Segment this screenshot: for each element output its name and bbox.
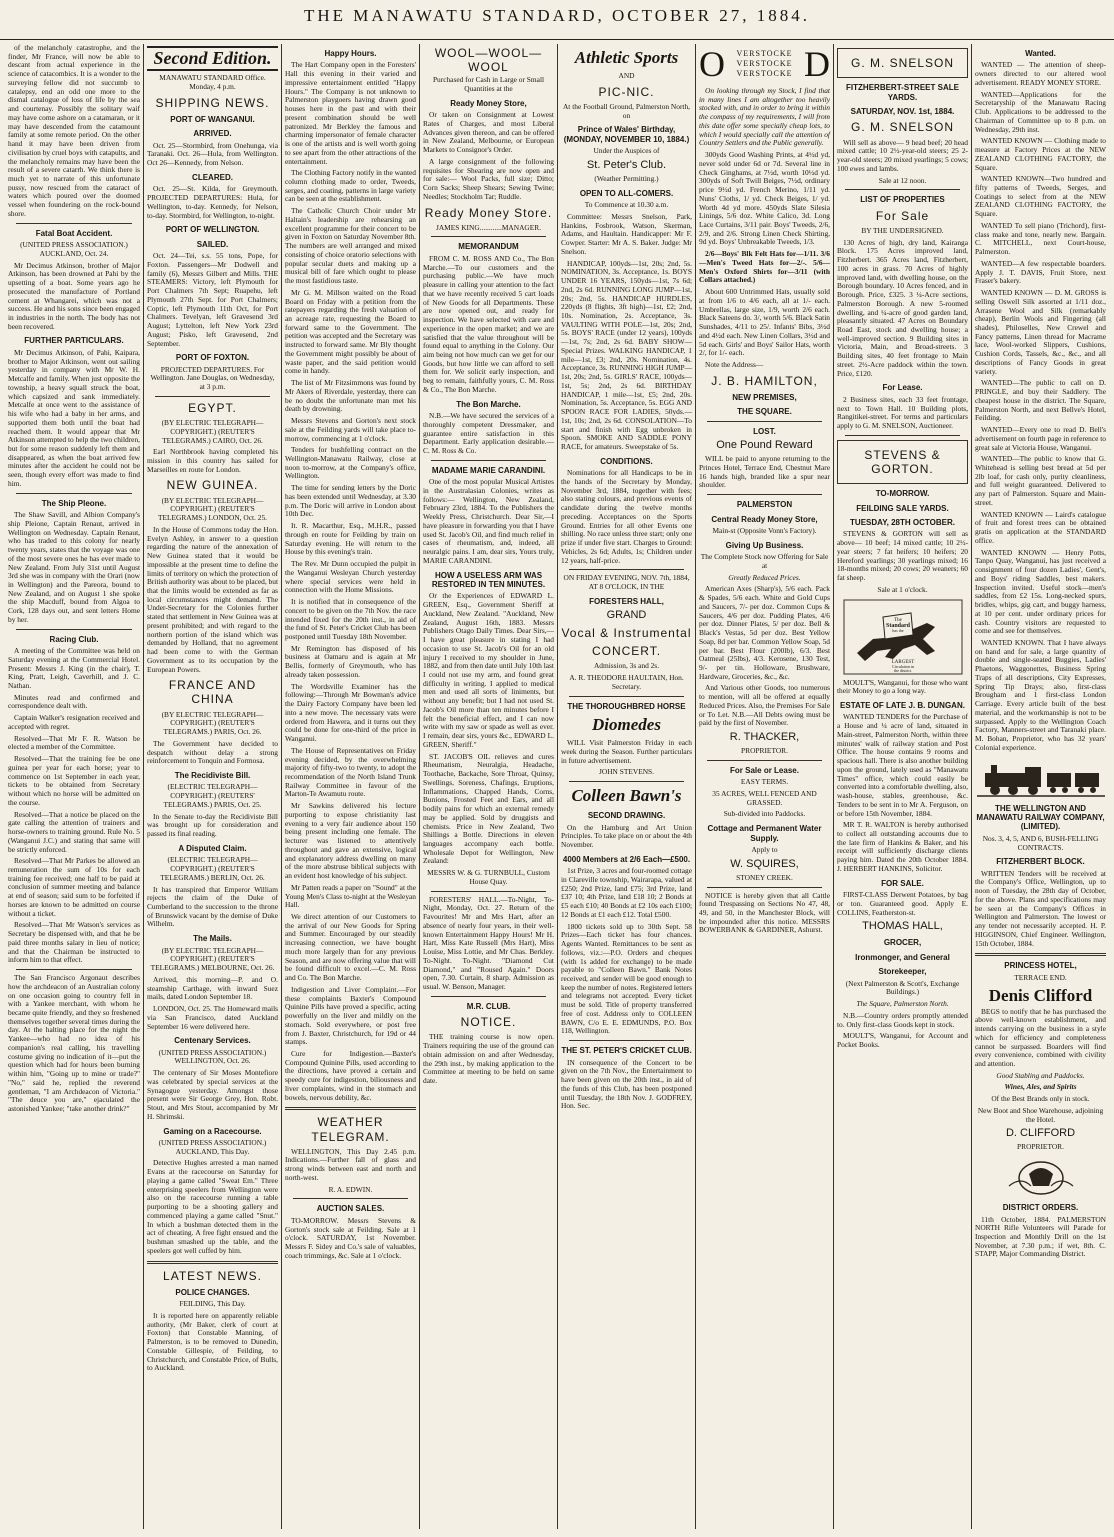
dateline: (BY ELECTRIC TELEGRAPH—COPYRIGHT.) (REUTER'S TELEGRAMS.) PARIS, Oct. 26. <box>161 709 264 737</box>
article-paragraph: In the Senate to-day the Recidiviste Bill was brought up for consideration and passed its final reading. <box>147 811 278 839</box>
dateline: (ELECTRIC TELEGRAPH—COPYRIGHT.) (REUTER'S TELEGRAMS.) BERLIN, Oct. 26. <box>160 855 265 882</box>
overstocked-line: VERSTOCKE <box>736 59 793 68</box>
bon-marche-title: The Bon Marche. <box>456 399 521 409</box>
article-paragraph: Mr Sawkins delivered his lecture purporting to expose christianity last evening to a very fair audience about 150 being present including one female. The lecturer was listened to attentively throughout and gave an extensive, logical and explanatory address dwelling on many of the more abstruse biblical subjects with an evident host knowledge of his subject. <box>285 801 416 881</box>
snelson-box <box>837 48 968 78</box>
ad-paragraph: (Next Palmerston & Scott's, Exchange Buildings.) <box>845 978 960 997</box>
article-paragraph: Resolved—That Mr Watson's services as Secretary be dispensed with, and that he be paid three months salary in lieu of notice; and that the Chairman be instructed to inform him to that effect. <box>8 920 140 965</box>
divider <box>16 629 132 630</box>
second-edition-title: Second Edition. <box>147 46 278 71</box>
square-line: THE SQUARE. <box>737 407 792 417</box>
divider <box>707 887 822 888</box>
column-7 <box>833 44 971 1529</box>
ad-paragraph: Of the Best Brands only in stock. <box>991 1094 1090 1104</box>
article-paragraph: LONDON, Oct. 25. The Homeward mails via San Francisco, dated Auckland September 16 were delivered here. <box>147 1004 278 1031</box>
heading-fatal-boat: Fatal Boat Accident. <box>35 228 113 238</box>
divider <box>16 969 132 970</box>
lease-title: For Lease. <box>882 383 923 393</box>
heading-shipping: SHIPPING NEWS. <box>155 95 270 110</box>
notice-title: NOTICE. <box>460 1015 517 1030</box>
ad-paragraph: To Commence at 10.30 a.m. <box>584 200 669 210</box>
ad-paragraph: 11th October, 1884. PALMERSTON NORTH Rifle Volunteers will Parade for Inspection and Monthly Drill on the 1st November, at 7.30 p.m.; if wet, 8th. C. STAPP, Major Commanding District. <box>975 1214 1106 1259</box>
masthead <box>0 0 1114 40</box>
wanted-ad: WANTED—The public to call on D. PRINGLE, and buy their Saddlery. The cheapest house in the district. The Square, Palmerston North, and next Bellve's Hotel, Feilding. <box>975 378 1106 423</box>
cricket-title: THE ST. PETER'S CRICKET CLUB. <box>561 1046 692 1056</box>
ad-paragraph: Or taken on Consignment at Lowest Rates of Charges, and most Liberal Advances given thereon, and can be offered in New Zealand, Melbourne, or European Markets to Consignor's Order. <box>423 110 554 155</box>
grand-line: GRAND <box>606 609 647 622</box>
seal-word: Circulation in <box>891 663 914 669</box>
conditions-title: CONDITIONS. <box>600 456 653 466</box>
wanted-ad: WANTED — The attention of sheep-owners directed to our altered wool advertisement. READY MONEY STORE. <box>975 60 1106 87</box>
seal-word: the district. <box>893 667 912 673</box>
turnbull-line: MESSRS W. & G. TURNBULL, Custom House Quay. <box>427 868 550 886</box>
ironmonger-line: Ironmonger, and General <box>855 952 950 962</box>
stevens-title: STEVENS & GORTON. <box>864 447 941 476</box>
snelson-title: G. M. SNELSON <box>850 56 955 70</box>
ad-paragraph: 35 ACRES, WELL FENCED AND GRASSED. <box>712 789 817 807</box>
premises-line: NEW PREMISES, <box>732 392 797 402</box>
dateline: (BY ELECTRIC TELEGRAPH—COPYRIGHT.) (REUTER'S TELEGRAMS.) MELBOURNE, Oct. 26. <box>150 945 275 973</box>
prize-list: 1st Prize, 3 acres and four-roomed cottage in Clareville township, Wairarapa, valued at £250; 2nd Prize, land £75; 3rd Prize, land £37 10; 4th Prize, land £18 10; 2 Bonds at £5 each £10; 40 Bonds at £2 10s each £100; 12 Bonds at £1 each £12. Total £500. <box>561 866 692 919</box>
article-paragraph: In the House of Commons today the Hon. Evelyn Ashley, in answer to a question regarding the nature of the annexation of New Guinea stated that it would be impossible at the present time to define the limits of territory on which the protection of British authority was about to be placed, but that the limits would be extended as far as local circumstances might demand. The Under-Secretary for the Colonies further stated that settlement in New Guinea was at present prohibited; and with regard to the northern portion of the island which was demanded by Holland, that no agreement had been come to with the German Government as to its occupation by the European Powers. <box>147 524 278 674</box>
article-paragraph: Indigestion and Liver Complaint.—For these complaints Baxter's Compound Quinine Pills have proved a specific, acting powerfully on the liver and mildly on the stomach. Sold everywhere, or post free from J. Baxter, Christchurch, for 19d or 44 stamps. <box>285 984 416 1047</box>
ready-money-title: Ready Money Store, <box>450 98 527 108</box>
divider <box>431 891 546 892</box>
tomorrow-line: TO-MORROW. <box>875 489 930 499</box>
divider <box>707 760 822 761</box>
article-paragraph: A meeting of the Committee was held on Saturday evening at the Commercial Hotel. Present: Messrs J. King (in the chair), T. King, Pratt, Leigh, Caverhill, and J. C. Nathan. <box>8 646 140 691</box>
ad-paragraph: BEGS to notify that he has purchased the above well-known establishment, and intends carrying on the business in a style which for efficiency and completeness cannot be surpassed. Boarders will find every convenience, combined with civility and attention. <box>975 1006 1106 1068</box>
ad-paragraph: FORESTERS' HALL.—To-Night, To-Night, Monday, Oct. 27. Return of the Favourites! Mr and Mrs Hart, after an absence of nearly four years, in their well-known Entertainment Happy Hours! Mr H. Hart, Miss Kate Russell (Mrs Hart), Miss Louise, Miss Lottie, and Mr Chas. Berkley. To-Night. To-Night. "Diamond Cut Diamond," and "Roused Again." Doors open, 7.30. Curtain, 8 sharp. Admission as usual. W. Benson, Manager. <box>423 894 554 991</box>
cat-paragraph: of the melancholy catastrophe, and the finder, Mr France, will now be able to descant from actual experience in the science of catacombics. It is a wonder to the surveying fellow did not succumb to catalepsy, end an odd one more to the dismal catalogue of loss of life by the sea and courtenay. Possibly the solitary waif may have come ashore on a catamaran, or it may have descended from the catamount family at some remote period. On the other hand it may have been driven from civilisation by cruel boys with catapults, and the melancholy remains may have been the result of a severe catarrh. We think there is much yet to narrate of this unfortunate pussy, now rescued from the cataract of waters which poured over the doomed vessel when foundering on the rock-bound shore. <box>8 44 140 218</box>
estate-title: ESTATE OF LATE J. B. DUNGAN. <box>840 700 965 710</box>
wanted-title: Wanted. <box>1025 49 1056 58</box>
heading-egypt: EGYPT. <box>188 400 237 415</box>
heading-recidiviste: The Recidiviste Bill. <box>174 771 251 781</box>
ad-paragraph: IN consequence of the Concert to be given on the 7th Nov., the Entertainment to have been given on the 20th inst., in aid of the funds of this Club, has been postponed until Tuesday, the 18th Nov. J. GODFREY, Hon. Sec. <box>561 1057 692 1111</box>
ad-paragraph: Or the Experiences of EDWARD L. GREEN, Esq., Government Sheriff at Auckland, New Zealand. "Auckland, New Zealand, August 16th, 1883. Messrs Publishers Otago Daily Times. Dear Sirs,—I have great pleasure in stating I had occasion to use St. Jacob's Oil for an old injury I received to my shoulder in June, 1882, and from then date until July 10th last I could not use my arm, and found great difficulty in writing. I applied to medical men and used all sorts of liniments, but without any benefit; but I had not used St. Jacob's Oil more than ten minutes before I felt the beneficial effect, and I can now write with my saw or spade as well as ever. I remain, dear sirs, yours &c., EDWARD L. GREEN, Sheriff." <box>423 591 554 749</box>
divider <box>975 953 1106 956</box>
wanted-ad: WANTED To sell piano (Trichord), first-class make and tone, nearly new. Bargain. C. MITCHELL, next Court-house, Palmerston. <box>975 220 1106 257</box>
column-2 <box>143 44 281 1529</box>
fitzherbert-yards: FITZHERBERT-STREET SALE YARDS. <box>846 83 959 102</box>
article-paragraph: The Catholic Church Choir under Mr Haltain's leadership are rehearsing an excellent programme for their concert to be given in Foxton on Saturday November 8th. The numbers are well arranged and mixed consisting of choice oratorio selections with popular secular duets and making up a musical bill of fare which ought to please the most fastidious taste. <box>285 206 416 286</box>
wines-line: Wines, Ales, and Spirits <box>1004 1082 1077 1092</box>
heading-auction: AUCTION SALES. <box>316 1204 385 1214</box>
divider <box>431 236 546 237</box>
wanted-ad: WANTED KNOWN — Laird's catalogue of fruit and forest trees can be obtained gratis on application at the STANDARD office. <box>975 509 1106 545</box>
article-paragraph: Resolved—That Mr Parkes be allowed an remuneration the sum of 10s for each training fee received; one half to be paid at conclusion of summer meeting and balance at end of season; said sum to be forfeited if horses are known to be admitted on course without a ticket. <box>8 856 140 918</box>
picnic-title: PIC-NIC. <box>598 84 655 99</box>
article-paragraph: Resolved—That the training fee be one guinea per year for each horse; year to commence on 1st September in each year, tickets to be obtained from Secretary without which no horse will be admitted on the course. <box>8 754 140 807</box>
ad-paragraph: Committee: Messrs Snelson, Park, Hankins, Fosbrook, Watson, Skerman, Adams, and Haultain. Handicapper: Mr F. Cowper. Starter: Mr A. S. Baker. Judge: Mr Snelson. <box>561 211 692 256</box>
storekeeper-line: Storekeeper, <box>878 967 927 977</box>
ad-paragraph: JOHN STEVENS. <box>598 767 655 777</box>
subheading: CLEARED. <box>192 172 233 182</box>
wanted-ad: WANTED KNOWN — D. M. GROSS is selling Oswell Silk assorted at 1/11 doz., Arrasene Wool and Silk (remarkably cheap), Berlin Wools and Fingering (all shades), Philoselles, New Crewel and Fancy patterns, Linen thread for Macrame lace, Wool-worked Slippers, Cushions, Cushion Cords, Tassels, &c., &c., and all descriptions of Fancy Goods in great variety. <box>975 288 1106 376</box>
ad-paragraph: Admission, 3s and 2s. <box>593 661 660 671</box>
dateline: (UNITED PRESS ASSOCIATION.) WELLINGTON, Oct. 26. <box>158 1047 267 1066</box>
seal-word: The <box>893 617 902 623</box>
ad-paragraph: A large consignment of the following requisites for Shearing are now open and for sale:— Wool Packs, full size; Ditto; Corn Sacks; Sheep Shears; Sewing Twine; Needles; Stockholm Tar; Ruddle. <box>423 156 554 201</box>
heading-france-china: FRANCE AND CHINA <box>168 678 257 707</box>
by-line: BY THE UNDERSIGNED. <box>861 225 944 235</box>
sale-time: Sale at 1 o'clock. <box>877 584 928 594</box>
central-store: Central Ready Money Store, <box>711 514 818 524</box>
page-columns <box>0 40 1114 1529</box>
dateline: (UNITED PRESS ASSOCIATION.) AUCKLAND, This Day. <box>158 1137 267 1156</box>
ad-paragraph: New Boot and Shoe Warehouse, adjoining the Hotel. <box>977 1105 1104 1124</box>
prince-line: Prince of Wales' Birthday, (MONDAY, NOVEMBER 10, 1884.) <box>563 125 690 144</box>
ad-paragraph: 2 Business sites, each 33 feet frontage, next to Town Hall. 10 Building plots, Rangitikei-street. For terms and particulars apply to G. M. SNELSON, Auctioneer. <box>837 394 968 431</box>
forsale-title: For Sale <box>875 208 930 223</box>
forsale-small: FOR SALE. <box>881 878 924 888</box>
princess-hotel: PRINCESS HOTEL, <box>1004 961 1077 971</box>
divider <box>431 460 546 461</box>
stock-list: STEVENS & GORTON will sell as above— 10 beef; 14 mixed cattle; 10 2½-year steers; 7 fat heifers; 10 heifers; 20 Hereford yearlings; 30 yearlings mixed; 16 18-months mixed; 20 cows; 20 weaners; 60 fat sheep. <box>837 529 968 583</box>
column-5 <box>557 44 695 1529</box>
subheading: SAILED. <box>196 239 229 249</box>
ad-paragraph: ST. JACOB'S OIL relieves and cures Rheumatism, Neuralgia, Headache, Toothache, Backache, Sore Throat, Quinsy, Swellings, Soreness, Chafings, Eruptions, Inflammations, Chapped Hands, Corns, Bunions, Frosted Feet and Ears, and all bodily pains for which an external remedy may be applied. Sold by druggists and chemists. Price in New Zealand, Two Shillings a Bottle. Directions in eleven languages accompany each bottle. Wholesale Depot for Wellington, New Zealand: <box>423 751 554 866</box>
ad-paragraph: On the Hamburg and Art Union Principles. To take place on or about the 4th November. <box>561 822 692 849</box>
stock-list: Will sell as above— 9 head beef; 20 head mixed cattle; 10 2½-year-old steers; 25 2-year-old steers; 20 mixed yearlings; 5 cows; 100 ewes and lambs. <box>837 137 968 173</box>
sale-date: SATURDAY, NOV. 1st, 1884. <box>850 107 955 117</box>
diomedes-title: Diomedes <box>592 715 661 735</box>
heading-gaming: Gaming on a Racecourse. <box>163 1126 262 1136</box>
ad-paragraph: Apply to <box>751 845 778 855</box>
heading-racing-club: Racing Club. <box>49 634 99 644</box>
heading-memorandum: MEMORANDUM <box>458 242 519 252</box>
ad-paragraph: The Square, Palmerston North. <box>856 999 949 1009</box>
divider <box>569 781 684 782</box>
mr-club-title: M.R. CLUB. <box>466 1001 511 1011</box>
ad-paragraph: A. R. THEODORE HAULTAIN, Hon. Secretary. <box>569 673 684 691</box>
article-paragraph: The House of Representatives on Friday evening decided, by the overwhelming majority of fifty-two to twenty, to adopt the recommendation of the North Island Trunk Railway Committee in favour of the Marton-Te Awamutu route. <box>285 745 416 799</box>
divider <box>16 223 132 224</box>
wanted-ad: WANTED KNOWN—Two hundred and fifty patterns of Tweeds, Serges, and Coatings to select from at the NEW ZEALAND CLOTHING FACTORY, the Square. <box>975 174 1106 219</box>
article-paragraph: TO-MORROW. Messrs Stevens & Gorton's stock sale at Feilding. Sale at 1 o'clock. SATURDAY, 1st November. Messrs F. Sidey and Co.'s sale of valuables, coach trimmings, &c. Sale at 1 o'clock. <box>285 1215 416 1260</box>
divider <box>569 1040 684 1041</box>
ad-paragraph: 1800 tickets sold up to 30th Sept. 58 Prizes—Each ticket has four chances. Agents Wanted. Remittances to be sent as follows, viz.:—P.O. Orders and cheques (with 1s added for exchange) to be made payable to "Colleen Bawn." Bank Notes received, and sender will be good enough to keep the number of notes. Registered letters and telegrams not accepted. Every ticket must be sold. Title of property transferred free of cost. Address only to COLLEEN BAWN, C/o E. E. EDMUNDS, P.O. Box 118, Wellington. <box>561 921 692 1036</box>
article-paragraph: Mr Patten reads a paper on "Sound" at the Young Men's Class to-night at the Wesleyan Hall. <box>285 882 416 910</box>
article-paragraph: Resolved—That a notice be placed on the gate calling the attention of trainers and horse-owners to training ground. Rule No. 5 (Wanganui J.C.) and stating that same will be strictly enforced. <box>8 809 140 854</box>
article-paragraph: Mr Remington has disposed of his business at Oamaru and is again at Mr Bellis, formerly of Greymouth, who has already taken possession. <box>285 643 416 679</box>
ad-paragraph: N.B.—We have secured the services of a thoroughly competent Dressmaker, and guarantee entire satisfaction in this Department. Early application desirable.—C. M. Ross & Co. <box>423 411 554 456</box>
heading-disputed-claim: A Disputed Claim. <box>178 843 247 853</box>
ad-paragraph: ON FRIDAY EVENING, NOV. 7th, 1884, AT 8 O'CLOCK, IN THE <box>563 573 690 591</box>
heading-mails: The Mails. <box>193 934 232 944</box>
heading-weather: WEATHER TELEGRAM. <box>311 1115 390 1144</box>
ad-paragraph: MOULT'S, Wanganui, for Account and Pocket Books. <box>837 1031 968 1049</box>
article-paragraph: Mr Decimus Atkinson, of Pahi, Kaipara, brother to Major Atkinson, went out sailing yesterday in company with Mr W. H. Metcalfe and family. When just opposite the township, a heavy squall struck the boat, which capsized and sank immediately. Metcalfe at once went to the assistance of his wife who had a baby in her arms, and supported them both until the boat had reached them. It would appear that Mr Atkinson attempted to help the two children, but for some reason suddenly left them and disappeared, as when the boat arrived few minutes after the accident he could not be seen, though every effort was made to find him. <box>8 347 140 488</box>
sale-time: Sale at 12 noon. <box>878 175 927 185</box>
thoroughbred-line: THE THOROUGHBRED HORSE <box>567 701 686 711</box>
heading-further: FURTHER PARTICULARS. <box>24 336 124 346</box>
colleen-title: Colleen Bawn's <box>571 786 682 806</box>
ad-paragraph: Main-st (Opposite Vonn's Factory). <box>712 526 817 536</box>
and-line: AND <box>618 71 635 81</box>
ad-paragraph: WANTED TENDERS for the Purchase of a House and ¼ acre of land, situated in Main-street, Palmerston North, within three minutes' walk of railway station and Post Office. The house contains 9 rooms and spacious hall. There is also another building upon the ground, lately used as "Manawatu Times" office, which could easily be converted into a comfortable dwelling, also, wash-house, stables, greenhouse, &c. Tenders to be sent in to Mr A. Ferguson, on or before 15th November, 1884. <box>837 712 968 818</box>
heading-centenary: Centenary Services. <box>174 1036 251 1046</box>
wool-title: WOOL—WOOL—WOOL <box>434 46 543 75</box>
article-paragraph: Oct. 24—Tei, s.s. 55 tons, Pope, for Foxton. Passengers—Mr Dodwell and family (6), Messrs Gilbert and Mills. THE STEAMERS: Victory, left Plymouth for Port Chalmers 7th Sept; Ruapehu, left Plymouth 27th Sept. for Port Chalmers; Coptic, left Plymouth 11th Oct, for Port Chalmers. Tevelyan, left Gravesend 3rd August; Lyttelton, left New York 23rd August; Pisko, left Gravesend, 2nd September. <box>147 251 278 348</box>
ad-paragraph: MOULT'S, Wanganui, for those who want their Money to go a long way. <box>837 677 968 696</box>
article-paragraph: Mr Decimus Atkinson, brother of Major Atkinson, has been drowned at Pahi by the upsetting of a boat. Some years ago he prosecuted the manufacture of Portland cement at Whangarei, which was not a success. He and his sons since been engaged in industries in the north. The body has not been recovered. <box>8 260 140 331</box>
article-paragraph: The Clothing Factory notify in the wanted column clothing made to order, Tweeds, serges, and coating, patterns in large variety can be seen at the establishment. <box>285 168 416 204</box>
heading-police: POLICE CHANGES. <box>175 1287 250 1297</box>
wanted-ad: WANTED—The public to know that G. Whitehead is selling best bread at 5d per 2lb loaf, for cash only, purity cleanliness, and full weight guaranteed. Delivered to any part of Palmerston. Square and Main-street. <box>975 454 1106 507</box>
ad-paragraph: And Various other Goods, too numerous to mention, will all be offered at equally Reduced Prices. Also, the Premises For Sale or To Let. N.B.—All Debts owing must be paid by the first of November. <box>699 683 830 728</box>
wanted-ad: WANTED KNOWN — Henry Potts, Tanpo Quay, Wanganui, has just received a consignment of four dozen Ladies', Gent's, and Boys' riding Saddles, best makers. Inspection invited. Useful stock—men's saddles, from £2 15s. Long-necked spurs, bridles, whips, gig cart, and buggy harness, at 10 per cent. under ordinary prices for cash. Country visitors are requested to come and see for themselves. <box>975 547 1106 636</box>
divider <box>569 696 684 697</box>
club-name: St. Peter's Club. <box>586 159 667 172</box>
article-paragraph: The San Francisco Argonaut describes how the archdeacon of an Australian colony on one occasion going to country fell in with a Yankee merchant, with whom he became quite friendly, and they so freshened themselves together several times during the day. At the halting place for the night the Yankee—who had no idea of his companion's real calling, his travelling costume giving no indication of it—put the question which had for hours been burning within him, "Going up to mine or trade?" "No," said he, replied the reverend gentleman, "I am Archdeacon of Victoria." "The deuce you are," ejaculated the astonished Yankee; "take another drink?" <box>8 973 140 1114</box>
vocal-line: Vocal & Instrumental <box>561 626 692 641</box>
hamilton-name: J. B. HAMILTON, <box>711 373 818 388</box>
divider <box>707 421 822 422</box>
overstocked-line: VERSTOCKE <box>736 49 793 58</box>
ad-paragraph: THE training course is now open. Trainers requiring the use of the ground can obtain admission on and after Wednesday, the 29th inst., by making application to the Committee at meeting to be held on same date. <box>423 1032 554 1085</box>
manager-line: JAMES KING............MANAGER. <box>435 222 542 232</box>
overstocked-lines <box>737 49 793 79</box>
ad-paragraph: The Complete Stock now Offering for Sale at <box>700 552 829 570</box>
ad-paragraph: Under the Auspices of <box>593 146 660 156</box>
dateline: (ELECTRIC TELEGRAPH—COPYRIGHT.) (REUTERS' TELEGRAMS.) PARIS, Oct. 25. <box>163 782 262 809</box>
article-paragraph: Detective Hughes arrested a man named Evans at the racecourse on Saturday for playing a game called "Sweat Em." Three enterprising speelers from Wellington were also on the racecourse running a table purporting to be a shooting gallery and commenced playing a game called "Snut." In which a bushman detected them in the act of cheating. A free fight ensued and the bushman smashed up the table, and the speelers got well cuffed by him. <box>147 1158 278 1255</box>
fitzherbert-block: FITZHERBERT BLOCK. <box>996 857 1085 867</box>
divider <box>845 189 960 190</box>
concert-title: CONCERT. <box>591 644 662 659</box>
heading-ship-pleone: The Ship Pleone. <box>41 498 107 508</box>
article-paragraph: Captain Walker's resignation received and accepted with regret. <box>8 713 140 731</box>
article-paragraph: Resolved—That Mr F. R. Watson be elected a member of the Committee. <box>8 733 140 752</box>
article-paragraph: Arrived, this morning—P. and O. steamship Carthage, with inward Suez mails, dated London September 18. <box>147 974 278 1002</box>
dateline: (UNITED PRESS ASSOCIATION.) AUCKLAND, Oct. 24. <box>20 240 128 258</box>
heading-useless-arm: HOW A USELESS ARM WAS RESTORED IN TEN MINUTES. <box>431 570 546 589</box>
heading-new-guinea: NEW GUINEA. <box>166 478 259 493</box>
address-line: Note the Address— <box>705 360 764 370</box>
ad-paragraph: At the Football Ground, Palmerston North, on <box>562 101 691 120</box>
column-4 <box>419 44 557 1529</box>
ad-paragraph: One of the most popular Musical Artistes in the Australasian Colonies, writes as follows:— Wellington, New Zealand, February 23rd, 1884. To the Publishers the Weekly Press, Christchurch. Dear Sir,—I have pleasure in forwarding you that I have used St. Jacob's Oil, and find much relief in cases of rheumatism, and, indeed, all neuralgic pains. I am, dear sirs, Yours truly, MARIE CARANDINI. <box>423 477 554 565</box>
ready-money-store: Ready Money Store. <box>424 205 553 220</box>
seal-word: has the <box>891 627 904 633</box>
divider <box>431 996 546 997</box>
big-o: O <box>699 44 725 84</box>
article-paragraph: The time for sending letters by the Doric has been extended until Wednesday, at 3.30 p.m. The Doric will arrive in London about 10th Dec. <box>285 483 416 519</box>
feilding-yards: FEILDING SALE YARDS. <box>856 503 949 513</box>
item-list: 300yds Good Washing Prints, at 4½d yd, never sold under 6d or 7d. Several line in Check Ginghams, at 7½d, worth 10½d yd. 300yds of Soft Twill Beiges, 7½d, ordinary price 9½d yd. French Merino, 1/11 yd. Nuns' Cloths, 1/ yd. Check Beiges, 1/ yd. Worth 4d yd more. 450yds Slate Silesia Linings, 5/6 doz. White Calico, 3d. Long Lace Curtains, 3/11 pair. Boys' Tweeds, 2/6, 2/9, and 2/6. Strong Linen Check Shirting, 9d yd. Boys' Unbreakable Tweeds, 1/3. <box>699 150 830 247</box>
second-drawing: SECOND DRAWING. <box>587 811 666 821</box>
ad-paragraph: MR T. R. WALTON is hereby authorised to collect all outstanding accounts due to the late firm of Hankins & Baker, and his receipt will sufficiently discharge clients paying him. Dated the 20th October 1884. J. HERBERT HANKINS, Solicitor. <box>837 820 968 873</box>
article-paragraph: The Rev. Mr Dunn occupied the pulpit in the Wanganui Wesleyan Church yesterday where special services were held in connection with the Home Missions. <box>285 559 416 595</box>
forsale-title: For Sale or Lease. <box>730 765 799 775</box>
article-paragraph: Earl Northbrook having completed his mission in this country has sailed for Marseilles en route for London. <box>147 447 278 474</box>
heading-port: PORT OF FOXTON. <box>175 353 250 363</box>
divider <box>155 396 270 397</box>
heading-carandini: MADAME MARIE CARANDINI. <box>431 465 546 475</box>
shares-line: 4000 Members at 2/6 Each—£500. <box>562 854 691 864</box>
article-paragraph: The Government have decided to despatch without delay a strong reinforcement to Tonquin and Formosa. <box>147 738 278 766</box>
divider <box>707 494 822 495</box>
dateline: (BY ELECTRIC TELEGRAPH—COPYRIGHT.) (REUTER'S TELEGRAMS.) CAIRO, Oct. 26. <box>161 418 264 445</box>
wanted-ad: WANTED KNOWN. That I have always on hand and for sale, a large quantity of double and single-seated Buggies, Ladies' Phaetons, Waggonettes, Business Spring Traps of all descriptions, City Expresses, Spring Tip Drays; also, first-class Brougham and 1 first-class London Carriage. Every article built of the best material, and the workmanship is not to be surpassed. Apply to the Wellington Coach Factory, Manners-street and Taranaki place. M. Bohan, Proprietor, who has 32 years' Colonial experience. <box>975 637 1106 752</box>
divider <box>845 435 960 436</box>
article-paragraph: It is notified that in consequence of the concert to be given on the 7th Nov. the race intended fixed for the 20th inst., in aid of the fund of St. Peter's Cricket Club has been postponed until Tuesday 18th November. <box>285 597 416 641</box>
big-d: D <box>804 44 830 84</box>
palmerston-line: PALMERSTON <box>736 500 793 510</box>
ad-paragraph: FIRST-CLASS Derwent Potatoes, by bag or ton. Guaranteed good. Apply E. COLLINS, Featherston-st. <box>837 890 968 917</box>
hats-list: 2/6—Boys' Blk Felt Hats for—1/11. 3/6—Men's Tweed Hats for—2/-. 5/6—Men's Oxford Shirts for—3/11 (with Collars attached.) <box>699 249 830 285</box>
crest-icon <box>1001 1156 1081 1198</box>
article-paragraph: Minutes read and confirmed and correspondence dealt with. <box>8 692 140 711</box>
column-3 <box>281 44 419 1529</box>
dateline: (BY ELECTRIC TELEGRAPH—COPYRIGHT.) (REUTER'S TELEGRAMS.) LONDON, Oct. 25. <box>157 495 267 523</box>
item-list: About 600 Untrimmed Hats, usually sold at from 1/6 to 4/6 each, all at 1/- each. Umbrellas, large size, 1/9, worth 2/6 each. Black Sateens do. 3/, worth 5/6. Black Satin Sunshades, 4/11 to 25/. Infants' Bibs, 3½d and 4½d each. New Linen Collars, 3½d and 5d each. Girls' and Boys' Sailor Hats, worth 2/, for 1/- each. <box>699 287 830 358</box>
column-8 <box>971 44 1109 1529</box>
ad-paragraph: Purchased for Cash in Large or Small Quantities at the <box>432 75 545 94</box>
column-1 <box>5 44 143 1529</box>
article-paragraph: The Wordsville Examiner has the following:—Through Mr Bowman's advice the Dairy Factory Company have been led into a new move. The necessary vats were ordered from Hawera, and it turns out they could be done for one-third of the price in Wanganui. <box>285 681 416 744</box>
article-paragraph: The list of Mr Fitzsimmons was found by Mr Akers of Riverdale, yesterday, there can be no doubt the unfortunate man met his death by drowning. <box>285 378 416 414</box>
article-paragraph: Cure for Indigestion.—Baxter's Compound Quinine Pills, used according to the directions, have proved a certain and speedy cure for indigestion, biliousness and liver complaints, wind in the stomach and bowels, nervous debility, &c. <box>285 1049 416 1102</box>
article-paragraph: PROJECTED DEPARTURES. For Wellington. Jane Douglas, on Wednesday, at 3 p.m. <box>150 364 275 392</box>
article-paragraph: The centenary of Sir Moses Montefiore was celebrated by special services at the Synagogue yesterday. Amongst those present were Sir George Grey, Hon. Robt. Stout, and Mrs Stout, accompanied by Mr H. Shrimski. <box>147 1068 278 1121</box>
ad-paragraph: EASY TERMS. <box>740 777 789 787</box>
property-list: 130 Acres of high, dry land, Kairanga Block. 175 Acres improved land, Fitzherbert. 365 Acres land, Fitzherbert, 100 acres in grass. 70 Acres of highly improved land, with dwelling house, on the Borough boundary. 10 Acres fenced, and in Borough. Price, £325. 3 ¼-Acre sections, Palmerston Borough. A new 5-roomed dwelling, and ¼-acre of good garden land, pleasantly situated. 47 Acres on Boundary Road East, stock and dwelling house; a well-improved section. 9 Building sites in Victoria, Main, and Broad-streets. 3 Building sites, 40 feet frontage to Main street. 2½-Acre paddock within the town. Price, £120. <box>837 237 968 378</box>
dateline: FEILDING, This Day. <box>179 1299 246 1309</box>
terrace-end: TERRACE END. <box>1014 972 1067 982</box>
clifford-name: D. CLIFFORD <box>1005 1127 1076 1140</box>
column-6 <box>695 44 833 1529</box>
cottage-line: Cottage and Permanent Water Supply. <box>707 824 822 843</box>
events-list: HANDICAP, 100yds—1st, 20s; 2nd, 5s. NOMINATION, 3s. Acceptance, 1s. BOYS UNDER 16 YEARS, 150yds—1st, 7s 6d; 2nd, 2s 6d. RUNNING LONG JUMP—1st, 20s; 2nd, 5s. HANDICAP HURDLES, 220yds (8 flights, 3ft high)—1st, £2; 2nd, 10s. Nomination, 2s. Acceptance, 3s. VAULTING WITH POLE—1st, 20s; 2nd, 5s. BOYS' RACE (under 12 years), 100yds—1st, 7s; 2nd, 2s 6d. BABY SHOW—Special Prizes. WALKING HANDICAP, 1 mile—1st, £3; 2nd, 20s. Nomination, 4s. Acceptance, 3s. RUNNING HIGH JUMP—1st, 20s; 2nd, 5s. GIRLS' RACE, 100yds—1st, 5s; 2nd, 2s 6d. BIRTHDAY HANDICAP, 1 mile—1st, £5; 2nd, 20s. Nomination, 5s. Acceptance, 5s. EGG AND SPOON RACE FOR LADIES, 50yds.—1st, 10s; 2nd, 2s 6d. CONSOLATION—To start and finish with Egg unbroken in Spoon. SMOKE AND SADDLE PONY RACE, for amateurs. Sweepstake of 5s. <box>561 258 692 451</box>
open-line: OPEN TO ALL-COMERS. <box>579 188 674 198</box>
divider <box>285 1107 416 1110</box>
article-paragraph: It. R. Macarthur, Esq., M.H.R., passed through en route for Feilding by train on Saturday evening. He will return to the House by this evening's train. <box>285 521 416 557</box>
reduced-line: Greatly Reduced Prices. <box>728 572 801 582</box>
heading-latest-news: LATEST NEWS. <box>163 1268 262 1283</box>
divider <box>16 493 132 494</box>
ad-paragraph: NOTICE is hereby given that all Cattle found Trespassing on Sections No 47, 48, 49, and 50, in the Manchester Block, will be impounded after this notice. MESSRS BOWERBANK & GARDINER, Ashurst. <box>699 890 830 935</box>
ad-paragraph: On looking through my Stock, I find that in many lines I am altogether too heavily stocked with, and in order to bring it within the compass of my requirements, I will from this date offer some specially cheap lots, to which I would specially call the attention of Country Settlers and the Public generally. <box>699 86 830 148</box>
thacker-name: R. THACKER, <box>729 731 800 744</box>
ad-paragraph: FROM C. M. ROSS AND Co., The Bon Marche.—To our customers and the purchasing public.—We have much pleasure in calling your attention to the fact that we have recently received 5 cart loads of New Goods for all Departments. These are now opened out, and ready for inspection. We have selected with care and experience in the open market; and we are satisfied that the value throughout will be found equal to anything in the Colony. Our aim being not how much can we get for our Goods, but how little we can afford to sell them for. We solicit early inspection, and beg to remain, faithfully yours, C. M. Ross & Co., The Bon Marche. <box>423 253 554 394</box>
heading-port: PORT OF WANGANUI. <box>170 114 255 124</box>
proprietor-line: PROPRIETOR. <box>741 746 788 756</box>
divider <box>147 1261 278 1264</box>
article-paragraph: The Hart Company open in the Foresters' Hall this evening in their varied and impressive entertainment entitled "Happy Hours." The Company is not unknown to Palmerston playgoers having drawn good houses here in the past and with their present combination should be well patronized. Mr Berkley the famous and charming impersonator of female character is one of the artists and is well worth going to see apart from the other attractions of the entertainment. <box>285 60 416 166</box>
heading-happy-hours: Happy Hours. <box>324 49 377 58</box>
foresters-hall: FORESTERS HALL, <box>589 596 664 606</box>
proprietor-line: PROPRIETOR. <box>1017 1142 1064 1152</box>
article-paragraph: Oct. 25—St. Kilda, for Greymouth. PROJECTED DEPARTURES: Hula, for Wellington, to-day. Kennedy, for Nelson, to-day. Stormbird, for Wellington, to-night. <box>147 184 278 220</box>
overstocked-line: VERSTOCKE <box>736 69 793 78</box>
ad-paragraph: Sub-divided into Paddocks. <box>723 809 806 819</box>
railway-title: THE WELLINGTON AND MANAWATU RAILWAY COMPANY, (LIMITED). <box>976 803 1105 832</box>
overstocked-banner <box>699 46 830 82</box>
standard-horse-illustration <box>843 599 963 675</box>
subheading: ARRIVED. <box>193 129 232 139</box>
thomas-hall: THOMAS HALL, <box>862 920 943 933</box>
article-paragraph: Mr G. M. Millson waited on the Road Board on Friday with a petition from the ratepayers regarding the fresh valuation of an acreage rate, requesting the Board to forward same to the Government. The petition was accepted and the Secretary was instructed to forward same. Mr Bly thought the Government might possibly be about of waste paper, and the said petition would come in handy. <box>285 287 416 376</box>
heading-port: PORT OF WELLINGTON. <box>165 225 260 235</box>
giving-up-title: Giving Up Business. <box>725 540 804 550</box>
district-orders: DISTRICT ORDERS. <box>1002 1203 1079 1213</box>
grocer-line: GROCER, <box>883 938 922 948</box>
ad-paragraph: Nominations for all Handicaps to be in the hands of the Secretary by Monday, November 3rd, 1884, together with fees; also stating colours, and previous events of candidate during the twelve months preceding. Acceptances on the Sports Ground. Entries for all other Events one shilling. No race unless three start; only one prize if under five start. Charges to Ground: Vehicles, 2s 6d; Adults, 1s; Children under 12 years, half-price. <box>561 468 692 565</box>
wanted-ad: WANTED—Every one to read D. Bell's advertisement on fourth page in reference to great sale at Victoria House, Wanganui. <box>975 425 1106 452</box>
divider <box>293 1198 408 1199</box>
squires-name: W. SQUIRES, <box>730 857 799 870</box>
ad-paragraph: WILL Visit Palmerston Friday in each week during the Season. Further particulars in future advertisement. <box>561 738 692 765</box>
ad-paragraph: STONEY CREEK. <box>736 872 793 882</box>
stevens-box <box>837 440 968 484</box>
ad-paragraph: Nos. 3, 4, 5, AND 6, BUSH-FELLING CONTRACTS. <box>982 833 1099 852</box>
divider <box>569 569 684 570</box>
article-paragraph: It is reported here on apparently reliable authority, (Mr Baker, clerk of court at Foxton) that Constable Manning, of Palmerston, is to be removed to Dunedin, Constable Gillespie, of Feilding, to Christchurch, and Constable Price, of Bulls, to Auckland. <box>147 1310 278 1373</box>
article-paragraph: Tenders for bushfelling contract on the Wellington-Manawatu Railway, close at noon to-morrow, at the Company's office, Wellington. <box>285 445 416 481</box>
wanted-ad: WANTED—A few respectable boarders. Apply J. T. DAVIS, Fruit Store, next Fraser's bakery. <box>975 258 1106 286</box>
seal-word: LARGEST <box>891 659 914 665</box>
ad-paragraph: WRITTEN Tenders will be received at the Company's Office, Wellington, up to noon of Tuesday, the 28th day of October, for the above. Plans and specifications may be seen at the Company's Offices in Wellington and Palmerston. The lowest or any tender not necessarily accepted. H. P. HIGGINSON, Chief Engineer. Wellington, 15th October, 1884. <box>975 868 1106 948</box>
article-paragraph: It has transpired that Emperor William rejects the claim of the Duke of Cumberland to the succession to the throne of Brunswick vacant by the demise of Duke Wilhelm. <box>147 884 278 929</box>
ad-paragraph: (Weather Permitting.) <box>594 173 659 183</box>
article-paragraph: We direct attention of our Customers to the arrival of our New Goods for Spring and Summer. Encouraged by our steadily increasing connection, we have bought much more largely than for any previous Season, and are now offering value that will be found difficult to excel.—C. M. Ross and Co. The Bon Marche. <box>285 912 416 983</box>
seal-word: Standard <box>885 622 910 629</box>
lost-title: LOST. <box>753 426 776 436</box>
ad-paragraph: WILL be paid to anyone returning to the Princes Hotel, Terrace End, Chestnut Mare 16 hands high, branded like a spur near shoulder. <box>699 454 830 490</box>
article-paragraph: The Shaw Savill, and Albion Company's ship Pleione, Captain Renaut, arrived in Wellington on Wednesday. Captain Renaut, who has traded to this colony for nearly twenty years, states that the voyage was one of the most severe ones he has ever made to New Zealand. From July 31st until August 3rd she was in company with the Orari (now in Wellington) and the Pareora, bound to New Zealand, and on August 1 she spoke the ship Macduff, bound from Algoa to Cork, 128 days out, and sent letters Home by her. <box>8 510 140 624</box>
reward-title: One Pound Reward <box>716 439 813 452</box>
signature: R. A. EDWIN. <box>328 1184 373 1194</box>
item-list: American Axes (Sharp's), 5/6 each. Pack & Spades, 5/6 each. White and Gold Cups and Saucers, 7/- per doz. Common Cups & Saucers, 4/6 per doz. Pudding Plates, 4/6 per doz. Dinner Plates, 5/ per doz. Bell & Black's Vestas, 5d per doz. Best Yellow Soap, 8d per bar. Common Yellow Soap, 5d per bar. Best Flour (200lb), 6/3. Best Oatmeal (25lbs), 4/3. Kerosene, 130 Test, 9/- per tin. Holloware, Brushware, Hardware, Groceries, &c., &c. <box>699 584 830 681</box>
athletic-sports-title: Athletic Sports <box>574 48 679 67</box>
list-properties: LIST OF PROPERTIES <box>860 195 945 205</box>
ad-paragraph: N.B.—Country orders promptly attended to. Only first-class Goods kept in stock. <box>837 1010 968 1029</box>
stabling-line: Good Stabling and Paddocks. <box>996 1070 1085 1080</box>
masthead-title: THE MANAWATU STANDARD, OCTOBER 27, 1884. <box>303 6 811 25</box>
gms-name: G. M. SNELSON <box>850 120 955 135</box>
wanted-ad: WANTED KNOWN — Clothing made to measure at Factory Prices at the NEW ZEALAND CLOTHING FACTORY, the Square. <box>975 136 1106 172</box>
article-paragraph: Messrs Stevens and Gorton's next stock sale at the Feilding yards will take place to-morrow, commencing at 1 o'clock. <box>285 416 416 443</box>
denis-clifford-title: Denis Clifford <box>988 985 1093 1005</box>
article-paragraph: WELLINGTON, This Day 2.45 p.m. Indications.—Further fall of glass and strong winds between east and north and north-west. <box>285 1146 416 1182</box>
tuesday-line: TUESDAY, 28TH OCTOBER. <box>850 517 955 527</box>
office-line: MANAWATU STANDARD Office. Monday, 4 p.m. <box>159 73 266 91</box>
wanted-ad: WANTED—Applications for the Secretaryship of the Manawatu Racing Club. Applications to be addressed to the Chairman of Committee up to 8 p.m. on Wednesday, 29th inst. <box>975 89 1106 134</box>
article-paragraph: Oct. 25—Stormbird, from Onehunga, via Taranaki. Oct. 26—Hula, from Wellington. Oct 26—Kennedy, from Nelson. <box>147 140 278 168</box>
train-icon <box>977 759 1105 799</box>
